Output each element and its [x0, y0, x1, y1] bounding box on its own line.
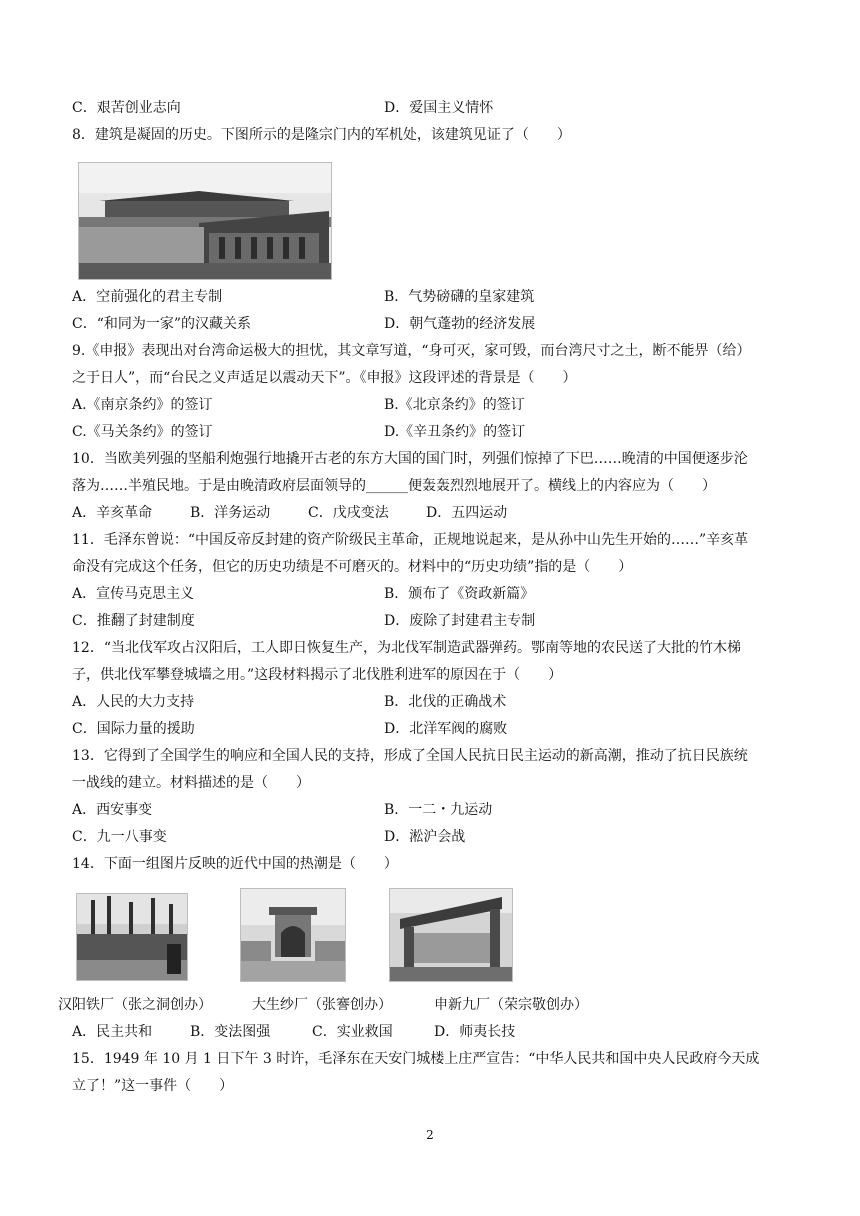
q8-options-ab [72, 287, 535, 307]
q11-stem-line1: 11．毛泽东曾说：“中国反帝反封建的资产阶级民主革命，正规地说起来，是从孙中山先生开始的……”辛亥革 [72, 532, 749, 548]
q9-stem-line2: 之于日人”，而“台民之义声适足以震动天下”。《申报》这段评述的背景是（ ） [72, 370, 577, 386]
q11-option-d: D．废除了封建君主专制 [384, 613, 536, 629]
q12-stem-line2: 子，供北伐军攀登城墙之用。”这段材料揭示了北伐胜利进军的原因在于（ ） [72, 667, 563, 683]
q8-option-c: C．“和同为一家”的汉藏关系 [72, 316, 252, 332]
q9-option-b: B.《北京条约》的签订 [384, 397, 525, 413]
q14-caption-hanyang: 汉阳铁厂（张之洞创办） [58, 997, 212, 1013]
q14-option-c: C．实业救国 [312, 1024, 393, 1040]
q13-stem-line1: 13．它得到了全国学生的响应和全国人民的支持，形成了全国人民抗日民主运动的新高潮，推动了抗日民族统 [72, 748, 748, 764]
q9-stem-line1: 9.《申报》表现出对台湾命运极大的担忧，其文章写道，“身可灭，家可毁，而台湾尺寸之土，断不能畀（给） [72, 343, 751, 359]
q14-option-b: B．变法图强 [190, 1024, 271, 1040]
q13-option-a: A．西安事变 [72, 802, 153, 818]
q8-option-b: B．气势磅礴的皇家建筑 [384, 289, 535, 305]
q11-options-ab [72, 584, 535, 604]
q9-option-a: A.《南京条约》的签订 [72, 397, 213, 413]
q8-options-cd [72, 314, 536, 334]
q10-option-c: C．戊戌变法 [308, 505, 389, 521]
q10-option-a: A．辛亥革命 [72, 505, 153, 521]
q11-option-b: B．颁布了《资政新篇》 [384, 586, 535, 602]
q14-stem: 14．下面一组图片反映的近代中国的热潮是（ ） [72, 856, 398, 872]
q13-stem-line2: 一战线的建立。材料描述的是（ ） [72, 775, 310, 791]
q8-option-a: A．空前强化的君主专制 [72, 289, 223, 305]
q8-option-d: D．朝气蓬勃的经济发展 [384, 316, 536, 332]
q7-option-d: D．爱国主义情怀 [384, 100, 494, 116]
q12-options-ab [72, 692, 507, 712]
q12-option-d: D．北洋军阀的腐败 [384, 721, 508, 737]
q12-stem-line1: 12．“当北伐军攻占汉阳后，工人即日恢复生产，为北伐军制造武器弹药。鄂南等地的农民送了大批的竹木梯 [72, 640, 741, 656]
q7-option-c: C．艰苦创业志向 [72, 100, 181, 116]
q12-options-cd [72, 719, 508, 739]
q11-stem-line2: 命没有完成这个任务，但它的历史功绩是不可磨灭的。材料中的“历史功绩”指的是（ ） [72, 559, 633, 575]
q14-shenxin-mill-photo [389, 888, 513, 982]
q12-option-a: A．人民的大力支持 [72, 694, 195, 710]
q11-options-cd [72, 611, 536, 631]
q8-junjichu-photo [78, 162, 332, 280]
q12-option-b: B．北伐的正确战术 [384, 694, 507, 710]
q15-stem-line2: 立了！”这一事件（ ） [72, 1078, 234, 1094]
q14-hanyang-ironworks-photo [76, 893, 188, 981]
q14-dasheng-mill-photo [240, 888, 346, 982]
q14-caption-shenxin: 申新九厂（荣宗敬创办） [434, 997, 588, 1013]
q15-stem-line1: 15．1949 年 10 月 1 日下午 3 时许，毛泽东在天安门城楼上庄严宣告：“中华人民共和国中央人民政府今天成 [72, 1051, 760, 1067]
q14-caption-dasheng: 大生纱厂（张謇创办） [252, 997, 392, 1013]
q9-option-d: D.《辛丑条约》的签订 [384, 424, 526, 440]
q14-option-a: A．民主共和 [72, 1024, 153, 1040]
q10-stem-line2: 落为……半殖民地。于是由晚清政府层面领导的______便轰轰烈烈地展开了。横线上的内容应为（ ） [72, 478, 716, 494]
q10-stem-line1: 10．当欧美列强的坚船利炮强行地撬开古老的东方大国的国门时，列强们惊掉了下巴……晚清的中国便逐步沦 [72, 451, 748, 467]
q13-options-ab [72, 800, 493, 820]
q13-option-d: D．淞沪会战 [384, 829, 466, 845]
q14-option-d: D．师夷长技 [434, 1024, 516, 1040]
q9-option-c: C.《马关条约》的签订 [72, 424, 213, 440]
q13-option-c: C．九一八事变 [72, 829, 167, 845]
q9-options-cd [72, 422, 526, 442]
page-number: 2 [426, 1128, 434, 1142]
q10-option-b: B．洋务运动 [190, 505, 271, 521]
q11-option-a: A．宣传马克思主义 [72, 586, 195, 602]
q10-option-d: D．五四运动 [426, 505, 508, 521]
q7-options-cd [72, 98, 494, 118]
q13-option-b: B．一二・九运动 [384, 802, 493, 818]
q13-options-cd [72, 827, 466, 847]
q9-options-ab [72, 395, 525, 415]
q11-option-c: C．推翻了封建制度 [72, 613, 195, 629]
q12-option-c: C．国际力量的援助 [72, 721, 195, 737]
q8-stem: 8．建筑是凝固的历史。下图所示的是隆宗门内的军机处，该建筑见证了（ ） [72, 127, 571, 143]
